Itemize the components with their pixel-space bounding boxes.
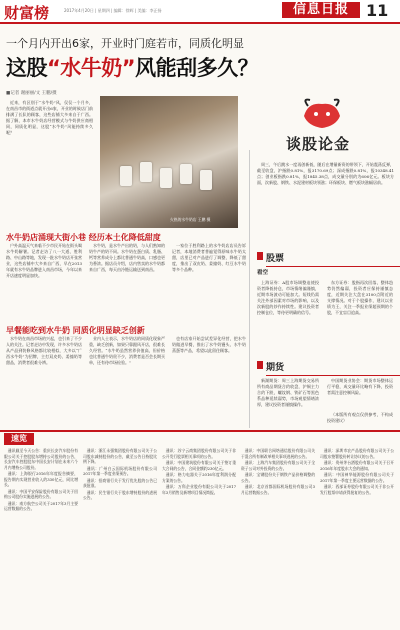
watch-title: 看空: [257, 270, 269, 276]
quick-news-item: 通讯：中国联合网络通信股份有限公司关于混合所有制改革相关事项进展的公告。: [241, 448, 315, 459]
article-column: [172, 243, 246, 273]
header-meta: 2017年4月20日 | 星期四 | 编辑：徐辉 | 美编：李正扬: [64, 8, 162, 13]
quick-news-item: 通讯：宝钢股份关于钢铁产品价格调整的公告。: [241, 472, 315, 483]
market-intro: [257, 162, 394, 186]
article-column: [89, 336, 165, 366]
article-photo: [100, 96, 238, 228]
quick-news-column: [83, 448, 157, 502]
article-paragraph: 也有店家开始尝试差异化经营，把水牛奶做进早餐，推出了水牛奶馒头、水牛奶蒸蛋等产品，希望以此留住顾客。: [172, 336, 246, 353]
article-paragraph: 水牛奶在南昌市场的兴起，也引来了不少人的关注。记者走访中发现，许多水牛奶店从产品到装修风格都比较相似，大多以“广西水牛奶”为招牌，主打双皮奶、姜撞奶等甜品，消费者很难分辨。: [6, 336, 82, 365]
headline-prefix: 这股: [6, 56, 47, 80]
section-rule: [0, 430, 400, 432]
stock-commentary-2-text: 东方证券：股指再次回落，整体趋势仍然偏弱，投资者应保持谨慎态度，近期关注大盘在3100点附近的支撑情况。对于个股操作，建议以业绩为王，关注一季报业绩超预期的个股，不宜盲目追高。: [327, 280, 393, 315]
article-column: [6, 243, 82, 279]
quick-news-item: 通讯：北京首都国际机场股份有限公司3月运营数据公告。: [241, 484, 315, 495]
article-paragraph: 业内人士表示，水牛奶店的同质化现象严重，缺乏创新，如果只靠跟风开店，很难长久经营。“水牛奶虽然营养价值高，但价格也比普通牛奶贵不少，消费者是否会长期买单，还有待市场检验。”: [89, 336, 165, 365]
market-intro-text: 周三，午后跳水一度再创新低，随后在增量新资的带领下，开始震荡反弹，截至收盘，沪指跌0.81%，报3170.69点；深成指跌0.81%，报10348.41点；创业板指跌0.81%，报1845.38点，成交量分别约为606亿元。板块方面，次新股、钢铁、水泥建材板块领涨；环保板块、燃气板块涨幅居前。: [257, 162, 394, 185]
glass-icon: [160, 168, 172, 188]
article-column: [172, 336, 246, 354]
quick-news-item: 通讯：中国神华能源股份有限公司关于2017年第一季度主要运营数据的公告。: [320, 472, 394, 483]
headline-highlight: “水牛奶”: [47, 56, 136, 80]
quick-news-item: 通讯：贵州茅台酒股份有限公司关于召开2016年年度股东大会的通知。: [320, 460, 394, 471]
glass-icon: [180, 164, 192, 184]
quick-news-item: 通讯：民生银行关于股东增持股份的进展公告。: [83, 489, 157, 500]
article-kicker: 一个月内开出6家，开业时门庭若市，同质化明显: [6, 37, 244, 50]
article-headline: [6, 52, 258, 82]
stock-commentary-1: [257, 280, 319, 316]
section-stocks: 股票: [266, 251, 400, 267]
futures-commentary-1: [257, 378, 319, 408]
quick-news-item: 通讯：中国平安保险股份有限公司关于回购公司股份实施进展的公告。: [4, 488, 78, 499]
article-lead: [6, 100, 93, 136]
quick-news-item: 通讯：广州白云国际机场股份有限公司2017年第一季度业绩预告。: [83, 465, 157, 476]
article-paragraph: 户外高温天气来临不少市民开始在街头喝水牛奶解暑。记者走访了八一大道、胜利路、中山路等地，发现一批水牛奶店开张营业，这些店铺中大多来自广西，早在2013年就有水牛奶品牌进入南昌市场，今年以来开店速度明显加快。: [6, 243, 82, 278]
futures-commentary-2: [327, 378, 393, 396]
quick-news-item: 通讯：苏宁云商集团股份有限公司关于非公开发行股票相关事项的公告。: [162, 448, 236, 459]
quick-news-item: 通讯：西部证券股份有限公司关于非公开发行股票申请获得批复的公告。: [320, 484, 394, 495]
quick-news-label: 速览: [4, 433, 34, 445]
disclaimer-text: （本版所有观点仅供参考，不构成投资建议）: [327, 412, 393, 423]
quick-news-item: 通讯：上海汽车集团股份有限公司关于全资子公司对外投资的公告。: [241, 460, 315, 471]
glass-icon: [200, 170, 212, 190]
masthead-logo: 信息日报: [282, 2, 360, 18]
quick-news-item: 通讯：格力电器关于2016年度利润分配方案的公告。: [162, 472, 236, 483]
page-number: 11: [366, 1, 389, 20]
quick-news-column: [4, 448, 78, 513]
futures-commentary-1-text: 新湖期货：周三上海期货交易所所有商品期货合约收盘，沪铜主力合约下跌，螺纹钢、铁矿石等黑色系品种延续弱势，市场观望情绪浓厚，建议投资者谨慎操作。: [257, 378, 319, 407]
disclaimer: [327, 412, 393, 424]
article-byline: ■记者 谢丽丽/文 王鹏/摄: [6, 91, 57, 96]
quick-news-item: 通讯：万科企业股份有限公司关于2017年3月销售及新增项目情况简报。: [162, 484, 236, 495]
column-divider: [249, 150, 250, 428]
article-subheading-2: 早餐能吃到水牛奶 同质化明显缺乏创新: [6, 326, 145, 335]
article-paragraph: 一家位于胜利路上的水牛奶店店员告诉记者，本地消费者普遍觉得原味水牛奶太甜，店里已对产品进行了调整，降低了甜度，推出了双皮奶、姜撞奶、红豆水牛奶等多个品种。: [172, 243, 246, 272]
page-header: [0, 0, 400, 24]
quick-news-column: [320, 448, 394, 496]
stock-commentary-2: [327, 280, 393, 316]
quick-news-column: [162, 448, 236, 496]
quick-news-item: 通讯：南方航空公司关于2017年3月主要运营数据的公告。: [4, 500, 78, 511]
column-logo: [250, 96, 390, 156]
quick-news-item: 通讯截至今天公告：重庆长安汽车股份有限公司关于控股股东增持公司股份的公告，长安汽车控股股东中国长安计划在未来六个月内增持公司股份。: [4, 448, 78, 470]
quick-news-item: 通讯：浙江永强集团股份有限公司关于公司股东减持股份的公告，截至公告日持股比例下降。: [83, 448, 157, 464]
glass-icon: [140, 162, 152, 182]
article-paragraph: 水牛奶，是水牛产出的奶，与人们熟知的奶牛产的奶不同。水牛奶在蛋白质、乳脂、钙等营养成分上都比普通牛奶高，口感也更为香浓。据店员介绍，店内售卖的水牛奶都来自广西，每天由冷链运输送到南昌。: [89, 243, 165, 272]
quick-news-item: 通讯：中国建筑股份有限公司关于签订重大合同的公告，合同金额约230亿元。: [162, 460, 236, 471]
glass-icon: [120, 166, 132, 186]
lead-paragraph: 近来，有区别于“水牛奶”风，仅仅一个月多，在南昌市的街道点就开出6家，开业的时候店门前排满了长队的顾客，这些店铺大多来自于广西。据了解，本市水牛奶店经营模式与牛奶供应商相同，同质化明显，这股“水牛奶”风能持续多久呢？: [6, 100, 93, 135]
quick-news-item: 通讯：深圳市农产品股份有限公司关于公司股东签署股份转让协议的公告。: [320, 448, 394, 459]
bull-icon: [300, 96, 344, 134]
article-column: [6, 336, 82, 366]
article-subheading-1: 水牛奶店涌现大街小巷 经历本土化降低甜度: [6, 233, 161, 242]
section-futures: 期货: [266, 360, 400, 376]
quick-news-item: 通讯：上海银行2016年年度报告摘要，报告期内实现营业收入约330亿元，同比增长。: [4, 471, 78, 487]
quick-news-column: [241, 448, 315, 496]
headline-suffix: 风能刮多久？: [135, 56, 259, 80]
column-name: 财富榜: [4, 4, 50, 22]
photo-caption: 火热的水牛奶店 王鹏 摄: [170, 217, 211, 222]
section-marker: [257, 361, 263, 369]
column-logo-text: 谈股论金: [286, 135, 351, 153]
futures-commentary-2-text: 中国期货业协会：期货市场整体运行平稳，成交量环比略有下降，投资者需注意控制风险。: [327, 378, 393, 395]
stock-commentary-1-text: 上海证券：A股市场调整迫使投资者降低持仓，市场情绪偏谨慎，近期市场波动可能加大。短线仍需关注外部因素对市场的影响，以及次新股的炒作持续性。建议投资者控制仓位，等待更明确的信号。: [257, 280, 319, 315]
article-column: [89, 243, 165, 273]
quick-news-item: 通讯：招商银行关于发行优先股的公告已获批准。: [83, 477, 157, 488]
section-marker: [257, 252, 263, 260]
